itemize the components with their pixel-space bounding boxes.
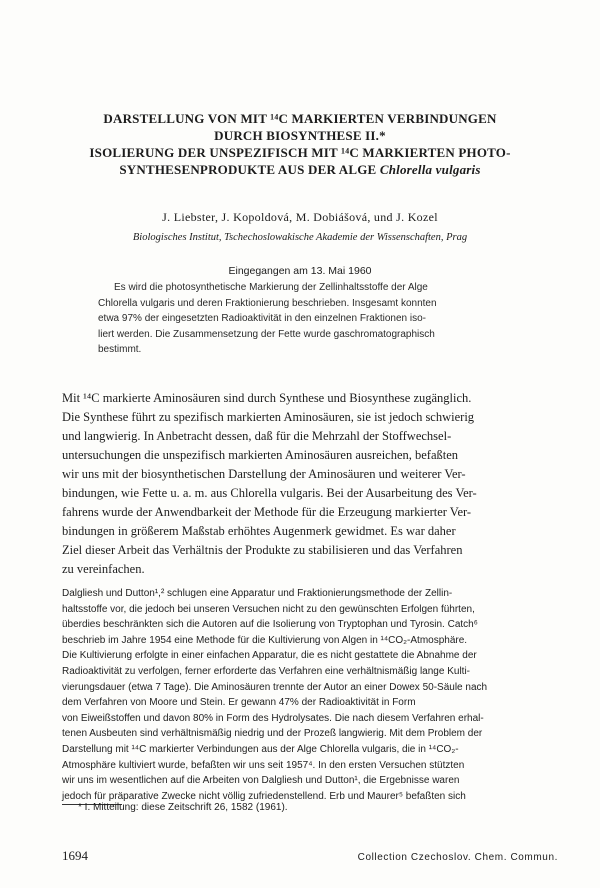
title-line-4 [40, 161, 560, 178]
abstract-line: bestimmt. [98, 344, 142, 355]
affiliation: Biologisches Institut, Tschechoslowakische Akademie der Wissenschaften, Prag [132, 232, 468, 243]
body-line: jedoch für präparative Zwecke nicht völlig zufriedenstellend. Erb und Maurer⁵ befaßten sich [62, 790, 466, 802]
body-line: Die Kultivierung erfolgte in einer einfachen Apparatur, die es nicht gestattete die Abnahme der [62, 650, 477, 662]
intro-line: untersuchungen die unspezifisch markierten Aminosäuren ausreichen, befaßten [62, 448, 459, 462]
intro-line: Die Synthese führt zu spezifisch markierten Aminosäuren, sie ist jedoch schwierig [62, 410, 475, 424]
body-line: Radioaktivität zu verfolgen, ferner erforderte das Verfahren eine verhältnismäßig lange Kulti- [62, 665, 470, 677]
body-paragraph [62, 586, 554, 804]
intro-line: fahrens wurde der Anwendbarkeit der Methode für die Erzeugung markierter Ver- [62, 505, 472, 519]
abstract [98, 280, 530, 358]
page-number: 1694 [62, 848, 88, 863]
title-line-4-main: SYNTHESENPRODUKTE AUS DER ALGE [119, 162, 380, 177]
body-line: Dalgliesh und Dutton¹,² schlugen eine Apparatur und Fraktionierungsmethode der Zellin- [62, 588, 453, 599]
abstract-line: etwa 97% der eingesetzten Radioaktivität in den einzelnen Fraktionen iso- [98, 313, 426, 324]
abstract-line: liert werden. Die Zusammensetzung der Fette wurde gaschromatographisch [98, 328, 435, 340]
title-line-2: DURCH BIOSYNTHESE II.* [214, 128, 386, 143]
received-date: Eingegangen am 13. Mai 1960 [228, 265, 372, 277]
abstract-line: Es wird die photosynthetische Markierung der Zellinhaltsstoffe der Alge [114, 282, 428, 293]
title-species: Chlorella vulgaris [379, 162, 481, 177]
body-line: haltsstoffe vor, die jedoch bei unseren Versuchen nicht zu den gewünschten Erfolgen führten, [62, 603, 475, 615]
footnote: * I. Mitteilung: diese Zeitschrift 26, 1582 (1961). [78, 802, 288, 813]
body-line: beschrieb im Jahre 1954 eine Methode für die Kultivierung von Algen in ¹⁴CO₂-Atmosphäre. [62, 634, 468, 646]
body-line: vierungsdauer (etwa 7 Tage). Die Aminosäuren trennte der Autor an einer Dowex 50-Säule nach [62, 681, 488, 693]
body-line: Darstellung mit ¹⁴C markierter Verbindungen aus der Alge Chlorella vulgaris, die in ¹⁴CO₂- [62, 743, 459, 755]
intro-line: bindungen in größerem Maßstab erhöhtes Augenmerk gewidmet. Es war daher [62, 524, 456, 538]
intro-line: wir uns mit der biosynthetischen Darstellung der Aminosäuren und weiterer Ver- [62, 467, 466, 481]
article-title [40, 110, 560, 178]
body-line: wir uns im wesentlichen auf die Arbeiten von Dalgliesh und Dutton¹, die Ergebnisse waren [62, 775, 460, 787]
intro-line: und langwierig. In Anbetracht dessen, daß für die Mehrzahl der Stoffwechsel- [62, 429, 452, 443]
intro-line: bindungen, wie Fette u. a. m. aus Chlorella vulgaris. Bei der Ausarbeitung des Ver- [62, 486, 477, 500]
journal-name: Collection Czechoslov. Chem. Commun. [357, 852, 558, 863]
intro-paragraph [62, 389, 552, 579]
abstract-line: Chlorella vulgaris und deren Fraktionierung beschrieben. Insgesamt konnten [98, 297, 437, 309]
body-line: von Eiweißstoffen und davon 80% in Form des Hydrolysates. Die nach diesem Verfahren erhal- [62, 712, 484, 724]
body-line: tenen Ausbeuten sind verhältnismäßig niedrig und der Prozeß langwierig. Mit dem Problem der [62, 728, 483, 740]
body-line: Atmosphäre kultiviert wurde, befaßten wir uns seit 1957⁴. In den ersten Versuchen stützten [62, 759, 465, 771]
intro-line: Ziel dieser Arbeit das Verhältnis der Produkte zu stabilisieren und das Verfahren [62, 543, 463, 557]
body-line: dem Verfahren von Moore und Stein. Er gewann 47% der Radioaktivität in Form [62, 697, 416, 709]
intro-line: zu vereinfachen. [62, 562, 145, 576]
body-line: überdies beschränkten sich die Autoren auf die Isolierung von Tryptophan und Tyrosin. Catch⁶ [62, 619, 478, 631]
title-line-3: ISOLIERUNG DER UNSPEZIFISCH MIT ¹⁴C MARKIERTEN PHOTO- [89, 145, 511, 160]
authors: J. Liebster, J. Kopoldová, M. Dobiášová, und J. Kozel [162, 210, 438, 224]
title-line-1: DARSTELLUNG VON MIT ¹⁴C MARKIERTEN VERBINDUNGEN [103, 111, 497, 126]
intro-line: Mit ¹⁴C markierte Aminosäuren sind durch Synthese und Biosynthese zugänglich. [62, 391, 472, 405]
